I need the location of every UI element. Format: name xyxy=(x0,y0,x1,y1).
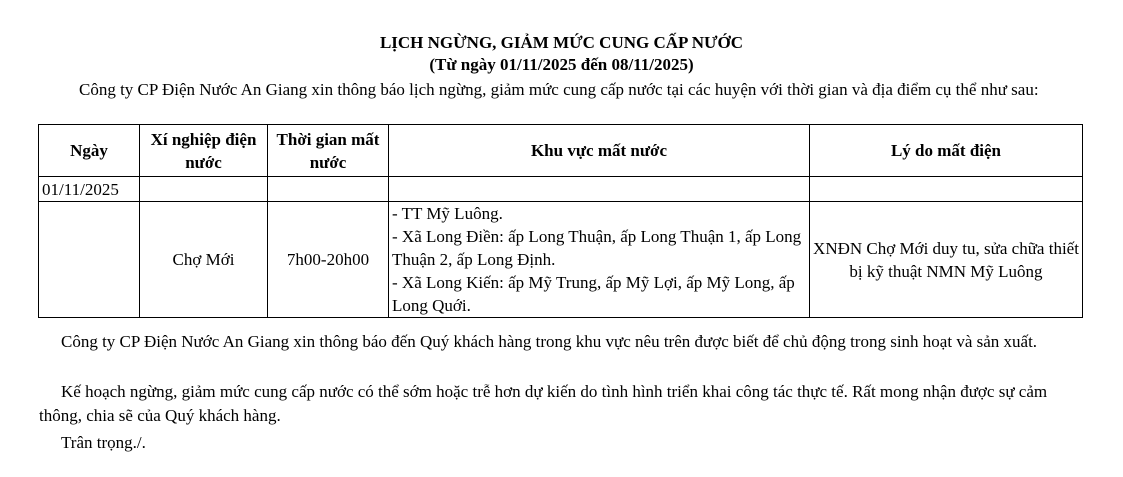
area-line: - Xã Long Kiến: ấp Mỹ Trung, ấp Mỹ Lợi, ấp Mỹ Long, ấp Long Quới. xyxy=(392,273,795,315)
time-cell: 7h00-20h00 xyxy=(268,202,389,318)
date-cell: 01/11/2025 xyxy=(39,177,140,202)
document-title: LỊCH NGỪNG, GIẢM MỨC CUNG CẤP NƯỚC xyxy=(379,33,744,52)
closing-signoff: Trân trọng./. xyxy=(61,433,146,452)
table-header-row xyxy=(39,125,1083,177)
intro-paragraph: Công ty CP Điện Nước An Giang xin thông báo lịch ngừng, giảm mức cung cấp nước tại các huyện với thời gian và địa điểm cụ thể như sau: xyxy=(79,80,1039,99)
closing-paragraph-2: Kế hoạch ngừng, giảm mức cung cấp nước có thể sớm hoặc trễ hơn dự kiến do tình hình triển khai công tác thực tế. Rất mong nhận được sự cảm thông, chia sẽ của Quý khách hàng. xyxy=(39,382,1048,425)
enterprise-cell: Chợ Mới xyxy=(140,202,268,318)
document-subtitle: (Từ ngày 01/11/2025 đến 08/11/2025) xyxy=(429,55,694,74)
water-outage-table xyxy=(38,124,1083,318)
empty-cell xyxy=(39,202,140,318)
table-row-date xyxy=(39,177,1083,202)
reason-cell: XNĐN Chợ Mới duy tu, sửa chữa thiết bị kỹ thuật NMN Mỹ Luông xyxy=(810,202,1083,318)
area-cell xyxy=(389,202,810,318)
column-header-date: Ngày xyxy=(39,125,140,177)
column-header-reason: Lý do mất điện xyxy=(810,125,1083,177)
closing-paragraph-1: Công ty CP Điện Nước An Giang xin thông báo đến Quý khách hàng trong khu vực nêu trên được biết để chủ động trong sinh hoạt và sản xuất. xyxy=(61,332,1038,351)
empty-cell xyxy=(268,177,389,202)
column-header-enterprise: Xí nghiệp điện nước xyxy=(140,125,268,177)
area-line: - Xã Long Điền: ấp Long Thuận, ấp Long Thuận 1, ấp Long Thuận 2, ấp Long Định. xyxy=(392,227,802,269)
column-header-time: Thời gian mất nước xyxy=(268,125,389,177)
empty-cell xyxy=(140,177,268,202)
empty-cell xyxy=(810,177,1083,202)
table-row xyxy=(39,202,1083,318)
area-line: - TT Mỹ Luông. xyxy=(392,204,503,223)
column-header-area: Khu vực mất nước xyxy=(389,125,810,177)
empty-cell xyxy=(389,177,810,202)
